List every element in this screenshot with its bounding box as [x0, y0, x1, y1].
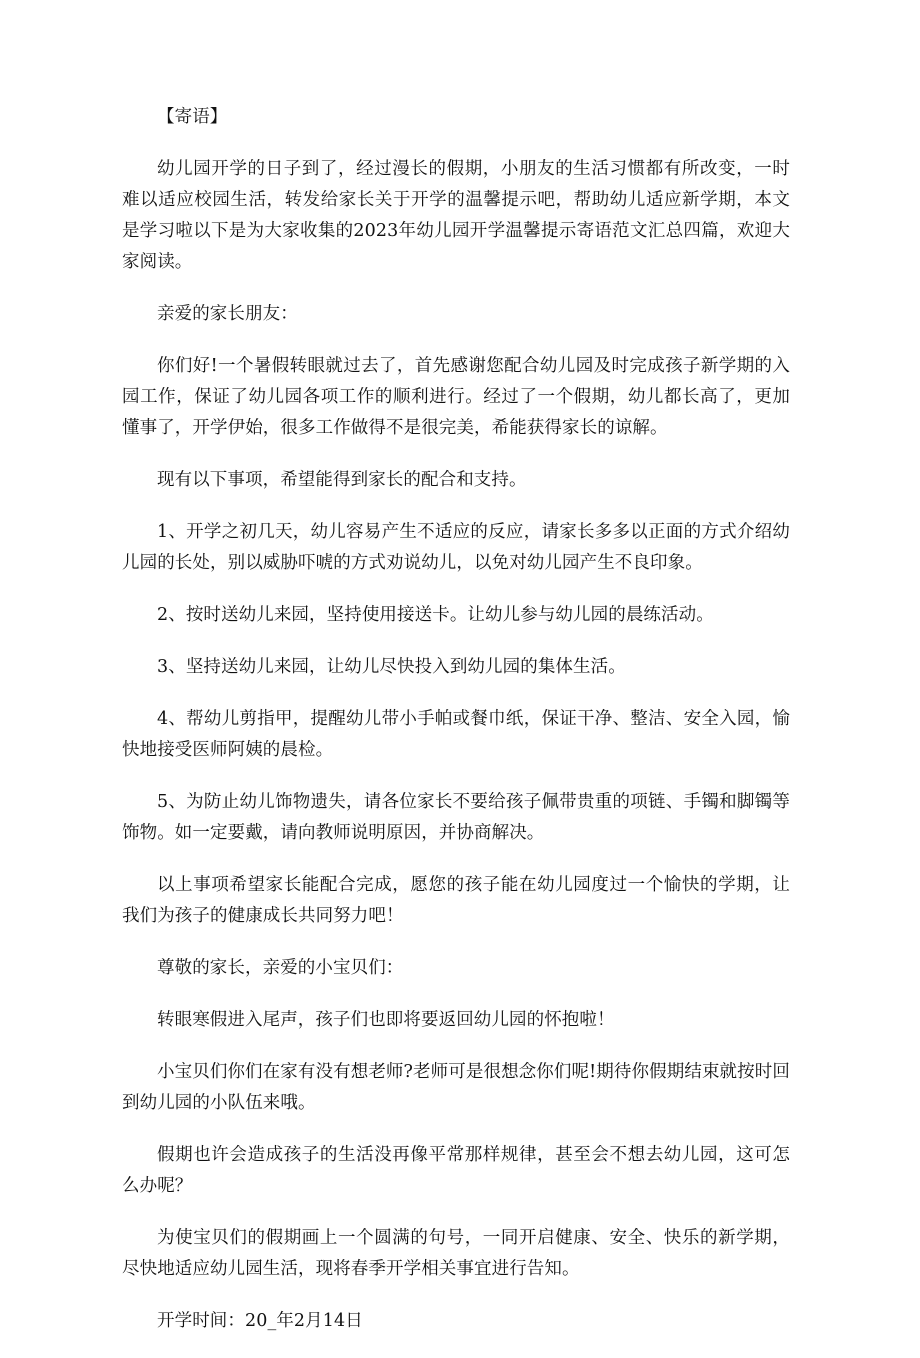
- routine-paragraph: 假期也许会造成孩子的生活没再像平常那样规律，甚至会不想去幼儿园，这可怎么办呢？: [122, 1145, 790, 1196]
- notice-item-5: 5、为防止幼儿饰物遗失，请各位家长不要给孩子佩带贵重的项链、手镯和脚镯等饰物。如一定要戴，请向教师说明原因，并协商解决。: [122, 792, 790, 843]
- notice-intro: 现有以下事项，希望能得到家长的配合和支持。: [157, 470, 527, 490]
- winter-break-paragraph: 转眼寒假进入尾声，孩子们也即将要返回幼儿园的怀抱啦！: [157, 1010, 615, 1030]
- start-date: 开学时间：20_年2月14日: [157, 1311, 363, 1331]
- greeting-paragraph: 你们好!一个暑假转眼就过去了，首先感谢您配合幼儿园及时完成孩子新学期的入园工作，保证了幼儿园各项工作的顺利进行。经过了一个假期，幼儿都长高了，更加懂事了，开学伊始，很多工作做得不是很完美，希能获得家长的谅解。: [122, 356, 790, 438]
- notice-item-4: 4、帮幼儿剪指甲，提醒幼儿带小手帕或餐巾纸，保证干净、整洁、安全入园，愉快地接受医师阿姨的晨检。: [122, 709, 790, 760]
- miss-you-paragraph: 小宝贝们你们在家有没有想老师?老师可是很想念你们呢!期待你假期结束就按时回到幼儿园的小队伍来哦。: [122, 1062, 790, 1113]
- intro-paragraph: 幼儿园开学的日子到了，经过漫长的假期，小朋友的生活习惯都有所改变，一时难以适应校园生活，转发给家长关于开学的温馨提示吧，帮助幼儿适应新学期，本文是学习啦以下是为大家收集的2023年幼儿园开学温馨提示寄语范文汇总四篇，欢迎大家阅读。: [122, 159, 790, 272]
- notice-item-2: 2、按时送幼儿来园，坚持使用接送卡。让幼儿参与幼儿园的晨练活动。: [157, 605, 714, 625]
- salutation-parents-children: 尊敬的家长，亲爱的小宝贝们：: [157, 958, 404, 978]
- section-heading: 【寄语】: [157, 107, 228, 127]
- notice-item-3: 3、坚持送幼儿来园，让幼儿尽快投入到幼儿园的集体生活。: [157, 657, 626, 677]
- announcement-paragraph: 为使宝贝们的假期画上一个圆满的句号，一同开启健康、安全、快乐的新学期，尽快地适应幼儿园生活，现将春季开学相关事宜进行告知。: [122, 1228, 790, 1279]
- closing-paragraph: 以上事项希望家长能配合完成，愿您的孩子能在幼儿园度过一个愉快的学期，让我们为孩子的健康成长共同努力吧！: [122, 875, 790, 926]
- document-body: [122, 102, 790, 1358]
- notice-item-1: 1、开学之初几天，幼儿容易产生不适应的反应，请家长多多以正面的方式介绍幼儿园的长处，别以威胁吓唬的方式劝说幼儿，以免对幼儿园产生不良印象。: [122, 522, 790, 573]
- salutation-parents: 亲爱的家长朋友：: [157, 304, 298, 324]
